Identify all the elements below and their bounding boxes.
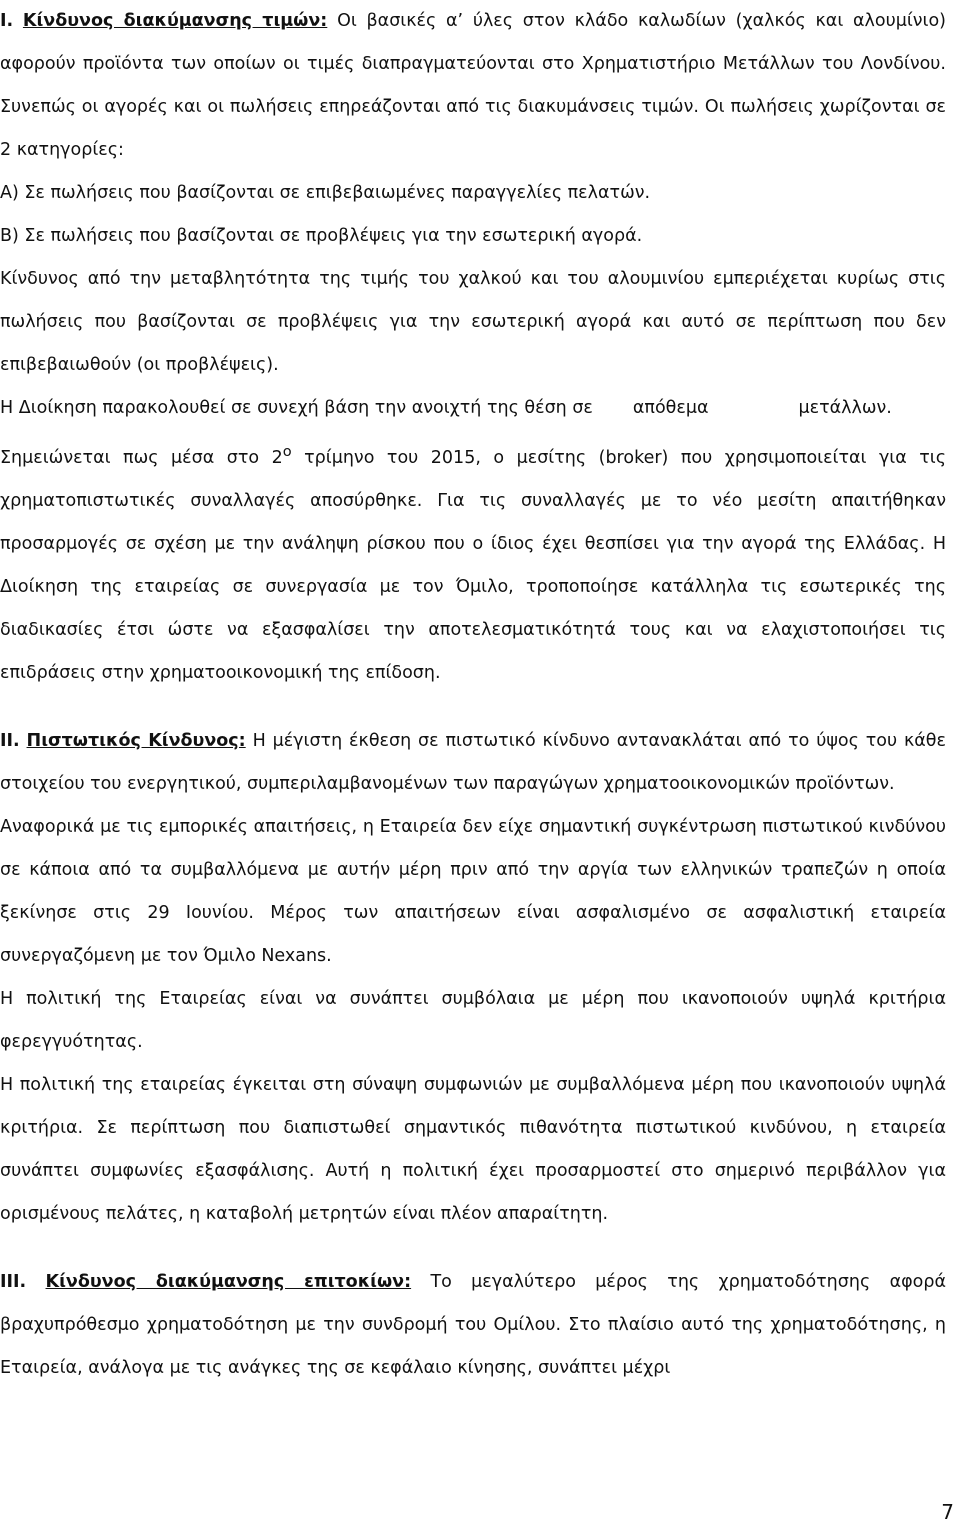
page-number: 7 [941,1500,954,1524]
section-2-heading: Πιστωτικός Κίνδυνος: [26,730,246,751]
section-2-paragraph-2: Αναφορικά με τις εμπορικές απαιτήσεις, η Εταιρεία δεν είχε σημαντική συγκέντρωση πιστωτικού κινδύνου σε κάποια από τα συμβαλλόμενα με αυτήν μέρη πριν από την αργία των ελληνικών τραπεζών η οποία ξεκίνησε στις 29 Ιουνίου. Μέρος των απαιτήσεων είναι ασφαλισμένο σε ασφαλιστική εταιρεία συνεργαζόμενη με τον Όμιλο Nexans. [0,816,946,966]
section-3-heading: Κίνδυνος διακύμανσης επιτοκίων: [45,1271,412,1292]
section-1-number: I. [0,11,14,31]
section-1-para4-part3: Για τις συναλλαγές με το νέο μεσίτη απαιτήθηκαν προσαρμογές σε σχέση με την ανάληψη ρίσκου που ο ίδιος έχει θεσπίσει για την αγορά της Ελλάδας. Η Διοίκηση της εταιρείας σε συνεργασία με τον Όμιλο, τροποποίησε κατάλληλα τις εσωτερικές της διαδικασίες έτσι ώστε να εξασφαλίσει την αποτελεσματικότητά τους και να ελαχιστοποιήσει τις επιδράσεις στην χρηματοοικονομική της επίδοση. [0,490,946,683]
section-2-number: II. [0,730,20,751]
section-1-para4-part1: Σημειώνεται πως μέσα στο 2 [0,447,283,468]
section-3-number: III. [0,1271,27,1292]
section-1-paragraph [0,0,946,172]
section-1-text: Οι βασικές α’ ύλες στον κλάδο καλωδίων (χαλκός και αλουμίνιο) αφορούν προϊόντα των οποίων οι τιμές διαπραγματεύονται στο Χρηματιστήριο Μετάλλων του Λονδίνου. Συνεπώς οι αγορές και οι πωλήσεις επηρεάζονται από τις διακυμάνσεις τιμών. Οι πωλήσεις χωρίζονται σε 2 κατηγορίες: [0,11,947,160]
section-3-text: Το μεγαλύτερο μέρος της χρηματοδότησης αφορά βραχυπρόθεσμο χρηματοδότηση με την συνδρομή του Ομίλου. Στο πλαίσιο αυτό της χρηματοδότησης, η Εταιρεία, ανάλογα με τις ανάγκες της σε κεφάλαιο κίνησης, συνάπτει μέχρι [0,1271,946,1378]
section-2-text: Η μέγιστη έκθεση σε πιστωτικό κίνδυνο αντανακλάται από το ύψος του κάθε στοιχείου του ενεργητικού, συμπεριλαμβανομένων των παραγώγων χρηματοοικονομικών προϊόντων. [0,730,946,794]
section-1-para3-part1: Η Διοίκηση παρακολουθεί σε συνεχή βάση την ανοιχτή της θέση σε [0,398,593,418]
section-1-heading: Κίνδυνος διακύμανσης τιμών: [22,11,328,31]
section-1-item-a: Α) Σε πωλήσεις που βασίζονται σε επιβεβαιωμένες παραγγελίες πελατών. [0,183,651,203]
section-2-paragraph-3: Η πολιτική της Εταιρείας είναι να συνάπτει συμβόλαια με μέρη που ικανοποιούν υψηλά κριτήρια φερεγγυότητας. [0,988,946,1052]
section-1-para4-part2: τρίμηνο του 2015, ο μεσίτης (broker) που χρησιμοποιείται για τις χρηματοπιστωτικές συναλλαγές αποσύρθηκε. [0,447,946,511]
section-2-paragraph [0,720,946,806]
section-1-paragraph-4 [0,430,946,695]
section-1-paragraph-3 [0,387,946,430]
section-1-para3-part2: απόθεμα [632,398,709,418]
section-1-item-b: Β) Σε πωλήσεις που βασίζονται σε προβλέψεις για την εσωτερική αγορά. [0,226,643,246]
section-1-para4-sup: ο [282,443,292,460]
section-3-paragraph [0,1261,946,1390]
section-1-paragraph-2: Κίνδυνος από την μεταβλητότητα της τιμής του χαλκού και του αλουμινίου εμπεριέχεται κυρίως στις πωλήσεις που βασίζονται σε προβλέψεις για την εσωτερική αγορά και αυτό σε περίπτωση που δεν επιβεβαιωθούν (οι προβλέψεις). [0,269,946,375]
section-2-paragraph-4: Η πολιτική της εταιρείας έγκειται στη σύναψη συμφωνιών με συμβαλλόμενα μέρη που ικανοποιούν υψηλά κριτήρια. Σε περίπτωση που διαπιστωθεί σημαντικός πιθανότητα πιστωτικού κινδύνου, η εταιρεία συνάπτει συμφωνίες εξασφάλισης. Αυτή η πολιτική έχει προσαρμοστεί στο σημερινό περιβάλλον για ορισμένους πελάτες, η καταβολή μετρητών είναι πλέον απαραίτητη. [0,1074,946,1224]
section-1-para3-part3: μετάλλων. [798,398,892,418]
